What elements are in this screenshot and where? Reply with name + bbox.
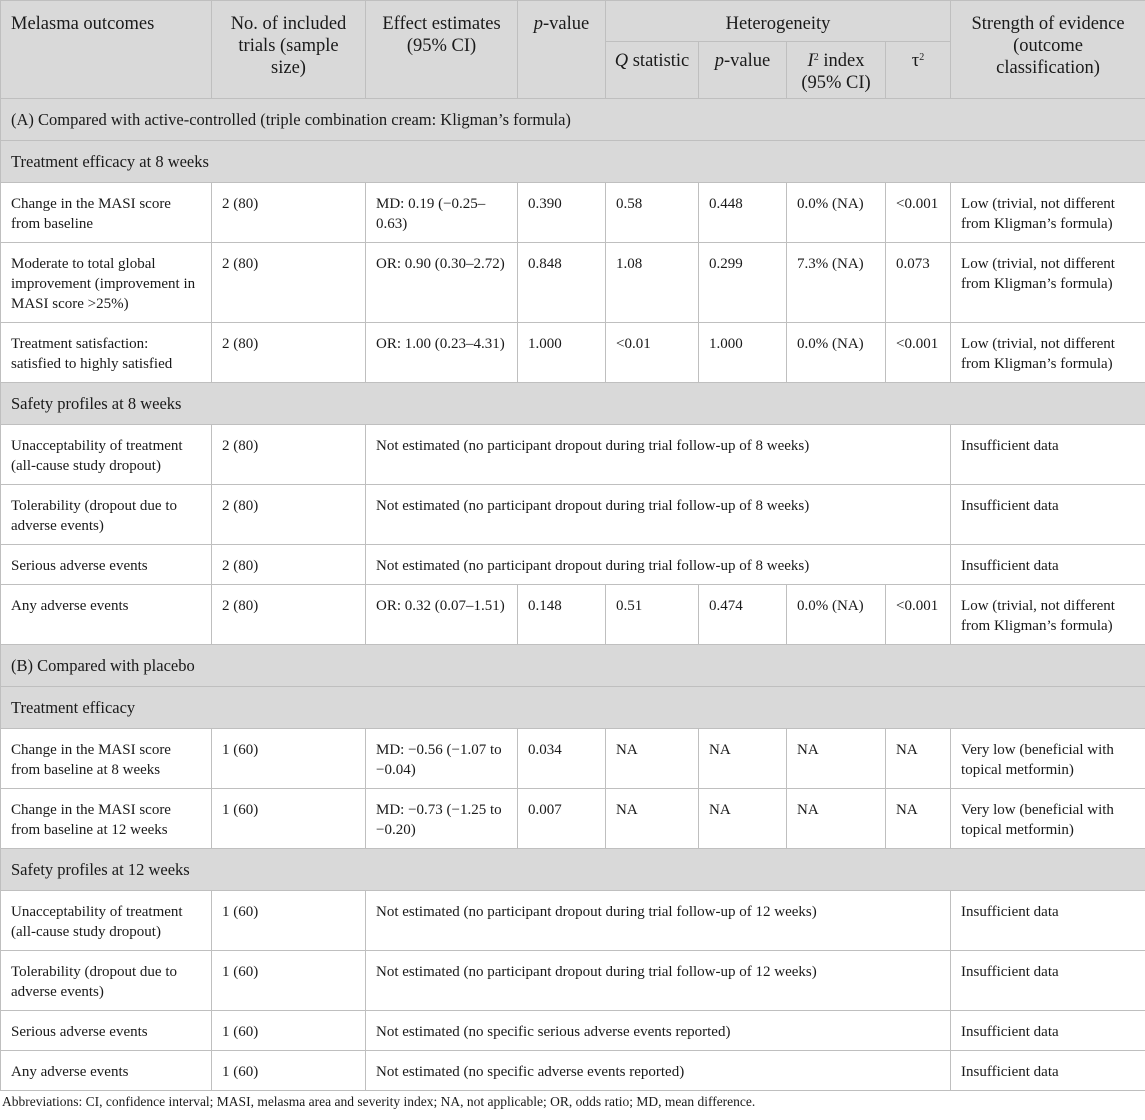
cell-effect: MD: −0.73 (−1.25 to −0.20)	[366, 789, 518, 849]
cell-outcome: Change in the MASI score from baseline	[1, 183, 212, 243]
header-outcome: Melasma outcomes	[1, 1, 212, 99]
cell-trials: 1 (60)	[212, 789, 366, 849]
table-row	[1, 585, 1145, 645]
cell-outcome: Change in the MASI score from baseline at 12 weeks	[1, 789, 212, 849]
section-row	[1, 687, 1145, 729]
cell-not-estimated: Not estimated (no specific adverse events reported)	[366, 1051, 951, 1091]
table-row	[1, 789, 1145, 849]
cell-strength: Very low (beneficial with topical metformin)	[951, 789, 1145, 849]
cell-not-estimated: Not estimated (no specific serious adverse events reported)	[366, 1011, 951, 1051]
header-strength: Strength of evidence (outcome classification)	[951, 1, 1145, 99]
section-row	[1, 849, 1145, 891]
table-row	[1, 485, 1145, 545]
cell-q-statistic: <0.01	[606, 323, 699, 383]
header-effect: Effect estimates (95% CI)	[366, 1, 518, 99]
cell-not-estimated: Not estimated (no participant dropout during trial follow-up of 12 weeks)	[366, 951, 951, 1011]
cell-trials: 2 (80)	[212, 485, 366, 545]
cell-tau2: NA	[886, 789, 951, 849]
cell-i2: 0.0% (NA)	[787, 585, 886, 645]
cell-outcome: Serious adverse events	[1, 545, 212, 585]
section-row	[1, 99, 1145, 141]
cell-strength: Insufficient data	[951, 1011, 1145, 1051]
cell-q-statistic: NA	[606, 729, 699, 789]
cell-strength: Insufficient data	[951, 425, 1145, 485]
cell-strength: Low (trivial, not different from Kligman’s formula)	[951, 183, 1145, 243]
cell-trials: 1 (60)	[212, 1011, 366, 1051]
cell-trials: 2 (80)	[212, 243, 366, 323]
table-footnote: Abbreviations: CI, confidence interval; MASI, melasma area and severity index; NA, not applicable; OR, odds ratio; MD, mean difference.	[2, 1094, 756, 1109]
cell-strength: Low (trivial, not different from Kligman’s formula)	[951, 585, 1145, 645]
subsection-title: Treatment efficacy	[1, 687, 1145, 729]
cell-het-p-value: 0.299	[699, 243, 787, 323]
cell-p-value: 0.007	[518, 789, 606, 849]
cell-trials: 1 (60)	[212, 951, 366, 1011]
cell-trials: 1 (60)	[212, 891, 366, 951]
cell-trials: 2 (80)	[212, 323, 366, 383]
cell-p-value: 0.148	[518, 585, 606, 645]
cell-trials: 2 (80)	[212, 425, 366, 485]
cell-p-value: 0.390	[518, 183, 606, 243]
table-row	[1, 729, 1145, 789]
cell-strength: Very low (beneficial with topical metformin)	[951, 729, 1145, 789]
cell-strength: Insufficient data	[951, 545, 1145, 585]
cell-het-p-value: NA	[699, 729, 787, 789]
cell-het-p-value: 0.448	[699, 183, 787, 243]
cell-not-estimated: Not estimated (no participant dropout during trial follow-up of 12 weeks)	[366, 891, 951, 951]
cell-tau2: <0.001	[886, 183, 951, 243]
subsection-title: Treatment efficacy at 8 weeks	[1, 141, 1145, 183]
cell-p-value: 1.000	[518, 323, 606, 383]
section-title: (B) Compared with placebo	[1, 645, 1145, 687]
header-het-p-value: p-value	[699, 42, 787, 99]
cell-strength: Insufficient data	[951, 1051, 1145, 1091]
cell-tau2: 0.073	[886, 243, 951, 323]
cell-i2: NA	[787, 789, 886, 849]
cell-effect: MD: −0.56 (−1.07 to −0.04)	[366, 729, 518, 789]
cell-trials: 1 (60)	[212, 729, 366, 789]
cell-i2: 0.0% (NA)	[787, 323, 886, 383]
cell-i2: 7.3% (NA)	[787, 243, 886, 323]
header-trials: No. of included trials (sample size)	[212, 1, 366, 99]
table-row	[1, 425, 1145, 485]
table-row	[1, 1051, 1145, 1091]
cell-het-p-value: NA	[699, 789, 787, 849]
table-row	[1, 183, 1145, 243]
cell-tau2: NA	[886, 729, 951, 789]
cell-q-statistic: 0.58	[606, 183, 699, 243]
cell-effect: OR: 1.00 (0.23–4.31)	[366, 323, 518, 383]
header-p-value: p-value	[518, 1, 606, 99]
cell-tau2: <0.001	[886, 323, 951, 383]
cell-p-value: 0.848	[518, 243, 606, 323]
section-title: (A) Compared with active-controlled (triple combination cream: Kligman’s formula)	[1, 99, 1145, 141]
cell-not-estimated: Not estimated (no participant dropout during trial follow-up of 8 weeks)	[366, 485, 951, 545]
cell-trials: 1 (60)	[212, 1051, 366, 1091]
table-row	[1, 891, 1145, 951]
cell-i2: NA	[787, 729, 886, 789]
cell-tau2: <0.001	[886, 585, 951, 645]
cell-strength: Insufficient data	[951, 951, 1145, 1011]
cell-outcome: Any adverse events	[1, 585, 212, 645]
table-row	[1, 323, 1145, 383]
table-header	[1, 1, 1145, 99]
cell-strength: Insufficient data	[951, 891, 1145, 951]
cell-outcome: Unacceptability of treatment (all-cause study dropout)	[1, 425, 212, 485]
cell-outcome: Serious adverse events	[1, 1011, 212, 1051]
header-heterogeneity: Heterogeneity	[606, 1, 951, 42]
header-i2-index: $I^2$ index (95% CI)	[787, 42, 886, 99]
cell-effect: MD: 0.19 (−0.25–0.63)	[366, 183, 518, 243]
cell-trials: 2 (80)	[212, 545, 366, 585]
cell-trials: 2 (80)	[212, 183, 366, 243]
cell-not-estimated: Not estimated (no participant dropout during trial follow-up of 8 weeks)	[366, 425, 951, 485]
table-row	[1, 243, 1145, 323]
cell-strength: Low (trivial, not different from Kligman’s formula)	[951, 323, 1145, 383]
cell-outcome: Moderate to total global improvement (improvement in MASI score >25%)	[1, 243, 212, 323]
cell-i2: 0.0% (NA)	[787, 183, 886, 243]
subsection-title: Safety profiles at 8 weeks	[1, 383, 1145, 425]
cell-het-p-value: 1.000	[699, 323, 787, 383]
cell-q-statistic: 0.51	[606, 585, 699, 645]
cell-outcome: Treatment satisfaction: satisfied to highly satisfied	[1, 323, 212, 383]
subsection-title: Safety profiles at 12 weeks	[1, 849, 1145, 891]
cell-outcome: Unacceptability of treatment (all-cause study dropout)	[1, 891, 212, 951]
cell-not-estimated: Not estimated (no participant dropout during trial follow-up of 8 weeks)	[366, 545, 951, 585]
header-q-statistic: Q statistic	[606, 42, 699, 99]
section-row	[1, 141, 1145, 183]
cell-outcome: Tolerability (dropout due to adverse events)	[1, 951, 212, 1011]
cell-strength: Insufficient data	[951, 485, 1145, 545]
cell-q-statistic: NA	[606, 789, 699, 849]
table-row	[1, 545, 1145, 585]
header-tau2: $\tau^2$	[886, 42, 951, 99]
cell-effect: OR: 0.90 (0.30–2.72)	[366, 243, 518, 323]
cell-effect: OR: 0.32 (0.07–1.51)	[366, 585, 518, 645]
cell-outcome: Change in the MASI score from baseline at 8 weeks	[1, 729, 212, 789]
cell-strength: Low (trivial, not different from Kligman’s formula)	[951, 243, 1145, 323]
section-row	[1, 383, 1145, 425]
cell-trials: 2 (80)	[212, 585, 366, 645]
table-row	[1, 1011, 1145, 1051]
cell-het-p-value: 0.474	[699, 585, 787, 645]
cell-q-statistic: 1.08	[606, 243, 699, 323]
cell-outcome: Tolerability (dropout due to adverse events)	[1, 485, 212, 545]
cell-outcome: Any adverse events	[1, 1051, 212, 1091]
table-body	[1, 99, 1145, 1091]
cell-p-value: 0.034	[518, 729, 606, 789]
section-row	[1, 645, 1145, 687]
table-row	[1, 951, 1145, 1011]
